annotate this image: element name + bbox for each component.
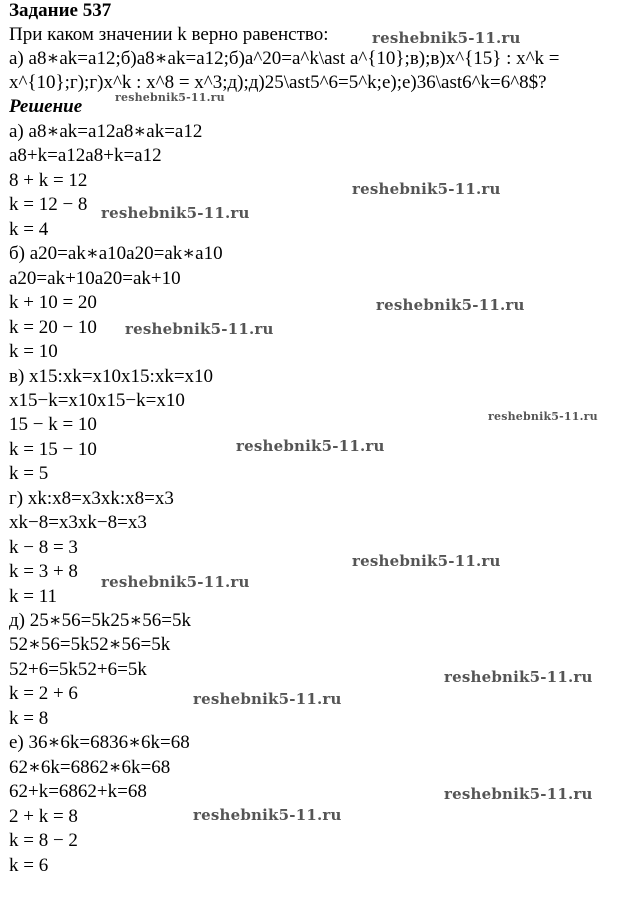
solution-line: k = 5	[9, 463, 49, 485]
solution-line: г) xk:x8=x3xk:x8=x3	[9, 487, 174, 509]
watermark: reshebnik5-11.ru	[376, 296, 525, 314]
solution-line: k − 8 = 3	[9, 536, 78, 558]
solution-line: k = 2 + 6	[9, 683, 78, 705]
solution-line: а) a8∗ak=a12a8∗ak=a12	[9, 121, 203, 142]
task-question: При каком значении k верно равенство:	[9, 24, 329, 45]
watermark: reshebnik5-11.ru	[352, 552, 501, 570]
watermark: reshebnik5-11.ru	[125, 320, 274, 338]
task-conditions-line-1: а) a8∗ak=a12;б)a8∗ak=a12;б)a^20=a^k\ast a^{10};в);в)x^{15} : x^k =	[9, 48, 560, 69]
solution-line: 52∗56=5k52∗56=5k	[9, 634, 171, 656]
solution-line: k = 10	[9, 341, 58, 363]
solution-line: k = 12 − 8	[9, 194, 88, 216]
task-conditions-line-2: x^{10};г);г)x^k : x^8 = x^3;д);д)25\ast5^6=5^k;е);е)36\ast6^k=6^8$?	[9, 72, 547, 93]
solution-line: е) 36∗6k=6836∗6k=68	[9, 732, 190, 754]
watermark: reshebnik5-11.ru	[101, 204, 250, 222]
solution-line: k = 4	[9, 218, 49, 240]
watermark: reshebnik5-11.ru	[115, 91, 225, 104]
solution-line: k = 15 − 10	[9, 438, 97, 460]
solution-line: б) a20=ak∗a10a20=ak∗a10	[9, 243, 223, 265]
solution-line: 15 − k = 10	[9, 414, 97, 436]
solution-line: xk−8=x3xk−8=x3	[9, 512, 147, 534]
watermark: reshebnik5-11.ru	[101, 573, 250, 591]
solution-line: 2 + k = 8	[9, 805, 78, 827]
solution-line: 62+k=6862+k=68	[9, 781, 147, 803]
solution-heading: Решение	[9, 96, 83, 117]
solution-line: д) 25∗56=5k25∗56=5k	[9, 610, 192, 631]
solution-line: в) x15:xk=x10x15:xk=x10	[9, 365, 214, 387]
watermark: reshebnik5-11.ru	[193, 806, 342, 824]
watermark: reshebnik5-11.ru	[352, 180, 501, 198]
task-title: Задание 537	[9, 0, 112, 21]
solution-line: k = 20 − 10	[9, 316, 97, 338]
solution-line: k = 8	[9, 707, 49, 729]
solution-line: k = 6	[9, 854, 49, 876]
watermark: reshebnik5-11.ru	[236, 437, 385, 455]
watermark: reshebnik5-11.ru	[372, 29, 521, 47]
solution-line: a20=ak+10a20=ak+10	[9, 267, 181, 289]
watermark: reshebnik5-11.ru	[444, 668, 593, 686]
solution-line: 8 + k = 12	[9, 169, 88, 191]
solution-line: k = 3 + 8	[9, 561, 78, 583]
solution-line: k = 11	[9, 585, 58, 607]
solution-line: x15−k=x10x15−k=x10	[9, 389, 185, 411]
watermark: reshebnik5-11.ru	[193, 690, 342, 708]
solution-line: k + 10 = 20	[9, 292, 97, 314]
watermark: reshebnik5-11.ru	[488, 410, 598, 423]
solution-line: a8+k=a12a8+k=a12	[9, 145, 162, 167]
solution-line: k = 8 − 2	[9, 830, 78, 852]
solution-line: 62∗6k=6862∗6k=68	[9, 756, 171, 778]
watermark: reshebnik5-11.ru	[444, 785, 593, 803]
solution-line: 52+6=5k52+6=5k	[9, 658, 147, 680]
